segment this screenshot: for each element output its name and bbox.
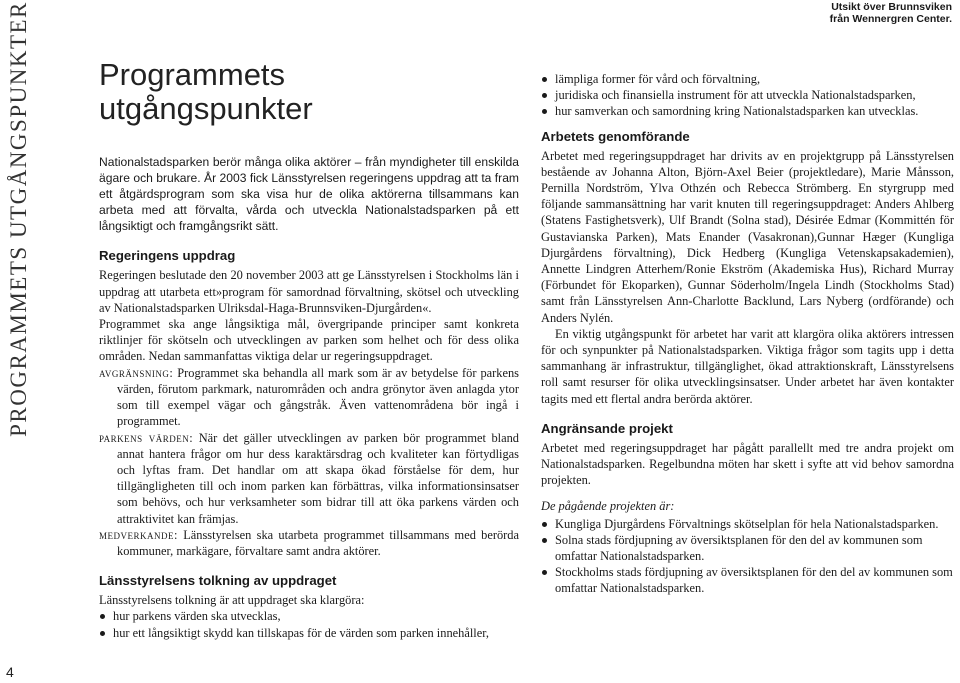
list-item: lämpliga former för vård och förvaltning, — [541, 71, 954, 87]
paragraph-uppdrag-2: Programmet ska ange långsiktiga mål, övergripande principer samt konkreta riktlinjer för skötseln och utvecklingen av parken som helhet och för dess olika områden. Nedan sammanfattas viktiga delar ur regeringsuppdraget. — [99, 317, 519, 364]
right-column — [541, 71, 954, 597]
paragraph-avgransning — [99, 365, 519, 430]
page-number: 4 — [6, 664, 14, 680]
intro-paragraph: Nationalstadsparken berör många olika aktörer – från myndigheter till enskilda ägare och brukare. År 2003 fick Länsstyrelsen regeringens uppdrag att ta fram ett åtgärdsprogram som ska visa hur de olika aktörerna tillsammans kan arbeta med att förvalta, vårda och utveckla Nationalstadsparken på ett långsiktigt och framgångsrikt sätt. — [99, 155, 519, 234]
list-item: hur parkens värden ska utvecklas, — [99, 608, 519, 624]
paragraph-parkens-varden — [99, 430, 519, 527]
page-title — [99, 58, 519, 126]
tolkning-bullet-list — [99, 608, 519, 640]
italic-label-pagaende-projekt: De pågående projekten är: — [541, 499, 675, 514]
heading-arbetets-genomforande: Arbetets genomförande — [541, 128, 690, 144]
list-item: Solna stads fördjupning av översiktsplanen för den del av kommunen som omfattar Nationalstadsparken. — [541, 532, 954, 564]
paragraph-medverkande — [99, 527, 519, 559]
projects-bullet-list — [541, 516, 954, 597]
list-item: hur samverkan och samordning kring Nationalstadsparken kan utvecklas. — [541, 103, 954, 119]
heading-angransande-projekt: Angränsande projekt — [541, 420, 673, 436]
heading-regeringens-uppdrag: Regeringens uppdrag — [99, 248, 236, 264]
list-item: hur ett långsiktigt skydd kan tillskapas för de värden som parken innehåller, — [99, 625, 519, 641]
list-item: Kungliga Djurgårdens Förvaltnings skötselplan för hela Nationalstadsparken. — [541, 516, 954, 532]
running-head-line-2: från Wennergren Center. — [829, 13, 952, 25]
running-head-line-1: Utsikt över Brunnsviken — [831, 1, 952, 13]
paragraph-uppdrag-1: Regeringen beslutade den 20 november 2003 att ge Länsstyrelsen i Stockholms län i uppdrag att utarbeta ett»program för samordnad förvaltning, skötsel och utveckling av Nationalstadsparken Ulriksdal-Haga-Brunnsviken-Djurgården«. — [99, 268, 519, 315]
text-avgransning: Programmet ska behandla all mark som är av betydelse för parkens värden, förutom parkmark, naturområden och andra grönytor även anlagda ytor som till exempel vägar och gångstråk. Även vattenområdena bör ingå i programmet. — [117, 365, 519, 429]
list-item: juridiska och finansiella instrument för att utveckla Nationalstadsparken, — [541, 87, 954, 103]
paragraph-genomforande-1: Arbetet med regeringsuppdraget har drivits av en projektgrupp på Länsstyrelsen bestående av Johanna Alton, Björn-Axel Beier (projektledare), Marie Månsson, Pernilla Nordström, Ylva Othzén och Rebecca Strömberg. En styrgrupp med följande sammansättning har varit knuten till regeringsuppdraget: Anders Ahlberg (Statens Fastighetsverk), Ulf Brandt (Solna stad), Désirée Edmar (Kommittén för Gustavianska Parken), Mats Enander (Vasakronan),Gunnar Hæger (Kungliga Djurgårdens förvaltning), Dick Hedberg (Kungliga Vetenskapsakademien), Annette Lindgren Atterhem/Ronie Ekström (Akademiska Hus), Richard Murray (Förbundet för Ekoparken), Gunnar Söderholm/Ingela Lindh (Stockholms Stad) samt från Länsstyrelsen Ann-Charlotte Backlund, Lars Nyberg (ordförande) och Anders Nylén. — [541, 148, 954, 325]
page-title-line-1: Programmets — [99, 57, 286, 92]
page-title-line-2: utgångspunkter — [99, 91, 313, 126]
text-parkens-varden: När det gäller utvecklingen av parken bör programmet bland annat hantera frågor om hur dess karaktärsdrag och kvaliteter kan förtydligas och lyftas fram. Det handlar om att skapa ökad förståelse för dem, hur tillgängligheten till och inom parken kan förbättras, vilka informationsinsatser som behövs, och hur verksamheter som bidrar till att öka parkens värden och attraktivitet kan främjas. — [117, 430, 519, 526]
list-item: Stockholms stads fördjupning av översiktsplanen för den del av kommunen som omfattar Nationalstadsparken. — [541, 564, 954, 596]
side-section-title — [4, 0, 34, 437]
term-medverkande: medverkande: — [99, 527, 178, 542]
paragraph-genomforande-2: En viktig utgångspunkt för arbetet har varit att klargöra olika aktörers intressen för och synpunkter på Nationalstadsparken. Viktiga frågor som tagits upp i detta sammanhang är infrastruktur, tillgänglighet, ökad attraktionskraft, Länsstyrelsens roll samt resurser för olika utvecklingsinsatser. Under arbetet har även kontakter tagits med ett flertal andra berörda aktörer. — [541, 326, 954, 406]
paragraph-angransande: Arbetet med regeringsuppdraget har pågått parallellt med tre andra projekt om Nationalstadsparken. Regelbundna möten har skett i syfte att vid behov samordna projekten. — [541, 440, 954, 488]
running-head — [830, 1, 952, 25]
text-medverkande: Länsstyrelsen ska utarbeta programmet tillsammans med berörda kommuner, markägare, förvaltare samt andra aktörer. — [117, 527, 519, 558]
tolkning-bullet-list-continued — [541, 71, 954, 120]
term-parkens-varden: parkens värden: — [99, 430, 194, 445]
paragraph-tolkning: Länsstyrelsens tolkning är att uppdraget ska klargöra: — [99, 593, 365, 608]
term-avgransning: avgränsning: — [99, 365, 174, 380]
heading-lansstyrelsens-tolkning: Länsstyrelsens tolkning av uppdraget — [99, 573, 337, 589]
side-section-title-text: PROGRAMMETS UTGÅNGSPUNKTER — [6, 0, 32, 437]
left-column — [99, 58, 519, 641]
